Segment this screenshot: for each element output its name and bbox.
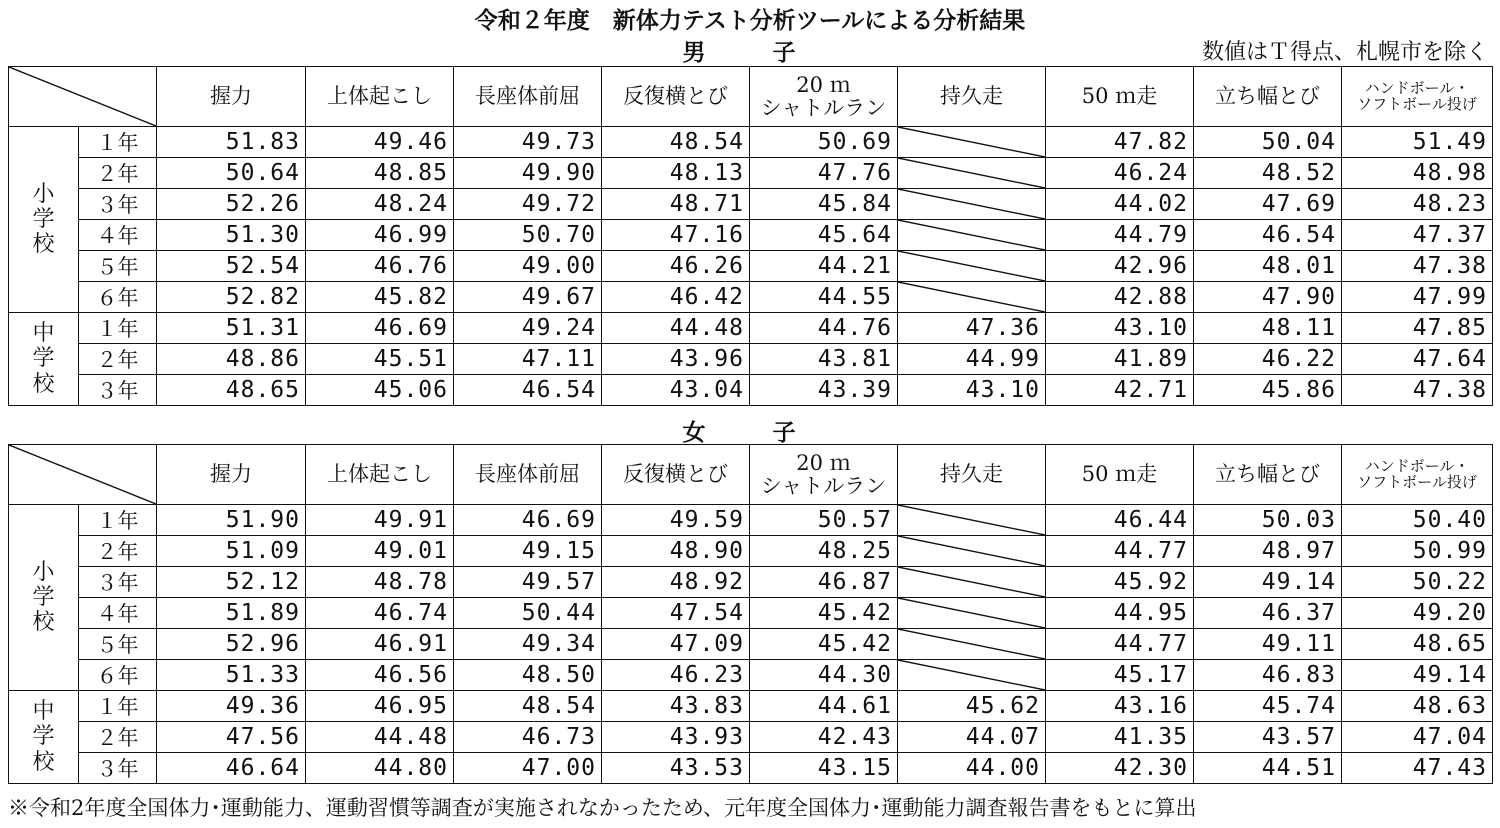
grade-cell: ４年	[79, 220, 157, 251]
score-cell: 44.77	[1046, 629, 1194, 660]
elementary-school-label	[9, 127, 79, 313]
table-row	[9, 375, 1493, 406]
grade-cell: ２年	[79, 344, 157, 375]
not-applicable-cell	[898, 629, 1046, 660]
score-cell: 44.51	[1194, 753, 1342, 784]
score-cell: 43.57	[1194, 722, 1342, 753]
header-sprint-50m-line-1: 50 ｍ走	[1081, 462, 1158, 487]
score-cell: 46.74	[306, 598, 454, 629]
header-sit-ups	[306, 67, 454, 127]
score-cell: 42.43	[750, 722, 898, 753]
score-cell: 48.97	[1194, 536, 1342, 567]
table-row	[9, 158, 1493, 189]
score-cell: 44.00	[898, 753, 1046, 784]
header-grip	[157, 445, 306, 505]
score-cell: 46.44	[1046, 505, 1194, 536]
score-note: 数値はＴ得点、札幌市を除く	[1201, 40, 1488, 65]
header-sprint-50m-line-1: 50 ｍ走	[1081, 84, 1158, 109]
not-applicable-cell	[898, 220, 1046, 251]
score-cell: 51.89	[157, 598, 306, 629]
elementary-school-label	[9, 505, 79, 691]
score-cell: 46.22	[1194, 344, 1342, 375]
score-cell: 42.88	[1046, 282, 1194, 313]
score-cell: 46.37	[1194, 598, 1342, 629]
not-applicable-diagonal	[898, 567, 1045, 597]
score-cell: 44.30	[750, 660, 898, 691]
header-sit-ups-line-1: 上体起こし	[327, 462, 432, 487]
not-applicable-diagonal	[898, 660, 1045, 690]
score-cell: 46.23	[602, 660, 750, 691]
score-cell: 44.80	[306, 753, 454, 784]
not-applicable-diagonal	[898, 251, 1045, 281]
score-cell: 43.81	[750, 344, 898, 375]
header-endurance-run-line-1: 持久走	[940, 84, 1003, 109]
score-cell: 48.78	[306, 567, 454, 598]
score-cell: 43.10	[898, 375, 1046, 406]
score-cell: 44.79	[1046, 220, 1194, 251]
score-cell: 44.55	[750, 282, 898, 313]
score-cell: 51.31	[157, 313, 306, 344]
score-cell: 44.02	[1046, 189, 1194, 220]
score-cell: 46.76	[306, 251, 454, 282]
not-applicable-cell	[898, 282, 1046, 313]
score-cell: 50.22	[1342, 567, 1493, 598]
score-cell: 50.70	[454, 220, 602, 251]
not-applicable-cell	[898, 505, 1046, 536]
header-standing-jump-line-1: 立ち幅とび	[1215, 84, 1320, 109]
not-applicable-cell	[898, 660, 1046, 691]
score-cell: 47.09	[602, 629, 750, 660]
header-ball-throw	[1342, 445, 1493, 505]
score-cell: 47.76	[750, 158, 898, 189]
score-cell: 50.69	[750, 127, 898, 158]
score-cell: 49.36	[157, 691, 306, 722]
score-cell: 52.82	[157, 282, 306, 313]
not-applicable-diagonal	[898, 505, 1045, 535]
score-cell: 47.69	[1194, 189, 1342, 220]
school-label-char: 校	[32, 749, 55, 775]
header-shuttle-run	[750, 445, 898, 505]
score-cell: 41.89	[1046, 344, 1194, 375]
score-cell: 47.85	[1342, 313, 1493, 344]
header-ball-throw-line-1: ハンドボール・	[1364, 78, 1470, 97]
score-cell: 51.83	[157, 127, 306, 158]
grade-cell: ２年	[79, 158, 157, 189]
score-cell: 43.83	[602, 691, 750, 722]
score-cell: 52.12	[157, 567, 306, 598]
boys-section-label: 男 子	[682, 40, 818, 66]
score-cell: 44.21	[750, 251, 898, 282]
score-cell: 42.96	[1046, 251, 1194, 282]
header-endurance-run	[898, 445, 1046, 505]
score-cell: 52.54	[157, 251, 306, 282]
table-row	[9, 127, 1493, 158]
score-cell: 49.67	[454, 282, 602, 313]
score-cell: 41.35	[1046, 722, 1194, 753]
score-cell: 43.96	[602, 344, 750, 375]
header-sit-ups-line-1: 上体起こし	[327, 84, 432, 109]
school-label-char: 学	[32, 346, 55, 372]
header-side-steps-line-1: 反復横とび	[623, 84, 728, 109]
score-cell: 46.91	[306, 629, 454, 660]
header-grip-line-1: 握力	[210, 84, 252, 109]
score-cell: 44.77	[1046, 536, 1194, 567]
table-row	[9, 536, 1493, 567]
score-cell: 47.00	[454, 753, 602, 784]
table-row	[9, 505, 1493, 536]
table-row	[9, 598, 1493, 629]
score-cell: 50.57	[750, 505, 898, 536]
score-cell: 48.01	[1194, 251, 1342, 282]
grade-cell: ５年	[79, 629, 157, 660]
score-cell: 48.90	[602, 536, 750, 567]
score-cell: 46.24	[1046, 158, 1194, 189]
score-cell: 43.16	[1046, 691, 1194, 722]
table-row	[9, 722, 1493, 753]
score-cell: 46.54	[454, 375, 602, 406]
score-cell: 45.92	[1046, 567, 1194, 598]
score-cell: 49.11	[1194, 629, 1342, 660]
not-applicable-cell	[898, 567, 1046, 598]
table-row	[9, 251, 1493, 282]
score-cell: 47.54	[602, 598, 750, 629]
not-applicable-diagonal	[898, 158, 1045, 188]
not-applicable-cell	[898, 598, 1046, 629]
score-cell: 48.54	[602, 127, 750, 158]
header-ball-throw-line-1: ハンドボール・	[1364, 456, 1470, 475]
corner-cell	[9, 67, 157, 127]
score-cell: 47.90	[1194, 282, 1342, 313]
school-label-char: 学	[32, 724, 55, 750]
grade-cell: ２年	[79, 722, 157, 753]
school-label-char: 中	[32, 321, 55, 347]
grade-cell: １年	[79, 313, 157, 344]
score-cell: 45.42	[750, 629, 898, 660]
score-cell: 43.15	[750, 753, 898, 784]
score-cell: 49.73	[454, 127, 602, 158]
header-row	[9, 445, 1493, 505]
score-cell: 45.17	[1046, 660, 1194, 691]
table-row	[9, 753, 1493, 784]
score-cell: 45.42	[750, 598, 898, 629]
girls-section-label: 女 子	[682, 420, 818, 446]
score-cell: 44.48	[306, 722, 454, 753]
score-cell: 43.39	[750, 375, 898, 406]
table-row	[9, 313, 1493, 344]
grade-cell: ３年	[79, 567, 157, 598]
table-row	[9, 660, 1493, 691]
not-applicable-cell	[898, 189, 1046, 220]
score-cell: 47.38	[1342, 375, 1493, 406]
corner-diagonal	[9, 445, 156, 504]
score-cell: 48.65	[157, 375, 306, 406]
table-row	[9, 282, 1493, 313]
grade-cell: ３年	[79, 189, 157, 220]
grade-cell: ６年	[79, 282, 157, 313]
score-cell: 43.93	[602, 722, 750, 753]
score-cell: 50.40	[1342, 505, 1493, 536]
header-sit-ups	[306, 445, 454, 505]
grade-cell: ３年	[79, 753, 157, 784]
score-cell: 48.25	[750, 536, 898, 567]
corner-diagonal	[9, 67, 156, 126]
not-applicable-diagonal	[898, 536, 1045, 566]
score-cell: 50.44	[454, 598, 602, 629]
girls-results-table	[8, 444, 1493, 784]
score-cell: 49.15	[454, 536, 602, 567]
school-label-char: 学	[32, 584, 55, 610]
score-cell: 44.99	[898, 344, 1046, 375]
header-row	[9, 67, 1493, 127]
score-cell: 47.99	[1342, 282, 1493, 313]
score-cell: 50.04	[1194, 127, 1342, 158]
score-cell: 48.98	[1342, 158, 1493, 189]
score-cell: 46.54	[1194, 220, 1342, 251]
header-standing-jump	[1194, 445, 1342, 505]
header-sprint-50m	[1046, 445, 1194, 505]
score-cell: 48.23	[1342, 189, 1493, 220]
score-cell: 47.38	[1342, 251, 1493, 282]
score-cell: 47.36	[898, 313, 1046, 344]
score-cell: 48.86	[157, 344, 306, 375]
score-cell: 47.04	[1342, 722, 1493, 753]
header-sitting-reach	[454, 67, 602, 127]
score-cell: 48.71	[602, 189, 750, 220]
score-cell: 45.84	[750, 189, 898, 220]
score-cell: 46.95	[306, 691, 454, 722]
score-cell: 49.72	[454, 189, 602, 220]
grade-cell: ３年	[79, 375, 157, 406]
not-applicable-diagonal	[898, 189, 1045, 219]
score-cell: 49.14	[1194, 567, 1342, 598]
school-label-char: 小	[32, 181, 55, 207]
header-ball-throw-line-2: ソフトボール投げ	[1357, 472, 1477, 491]
header-sitting-reach-line-1: 長座体前屈	[475, 84, 580, 109]
score-cell: 52.96	[157, 629, 306, 660]
boys-results-table	[8, 66, 1493, 406]
not-applicable-cell	[898, 536, 1046, 567]
header-side-steps-line-1: 反復横とび	[623, 462, 728, 487]
header-ball-throw-line-2: ソフトボール投げ	[1357, 94, 1477, 113]
score-cell: 43.04	[602, 375, 750, 406]
score-cell: 45.86	[1194, 375, 1342, 406]
grade-cell: １年	[79, 691, 157, 722]
score-cell: 49.00	[454, 251, 602, 282]
score-cell: 44.95	[1046, 598, 1194, 629]
school-label-char: 小	[32, 559, 55, 585]
score-cell: 46.64	[157, 753, 306, 784]
grade-cell: ５年	[79, 251, 157, 282]
grade-cell: １年	[79, 505, 157, 536]
score-cell: 46.56	[306, 660, 454, 691]
score-cell: 49.20	[1342, 598, 1493, 629]
header-side-steps	[602, 445, 750, 505]
table-row	[9, 344, 1493, 375]
score-cell: 49.57	[454, 567, 602, 598]
grade-cell: ６年	[79, 660, 157, 691]
not-applicable-diagonal	[898, 220, 1045, 250]
table-row	[9, 629, 1493, 660]
score-cell: 48.50	[454, 660, 602, 691]
score-cell: 48.13	[602, 158, 750, 189]
score-cell: 51.09	[157, 536, 306, 567]
header-sitting-reach-line-1: 長座体前屈	[475, 462, 580, 487]
school-label-char: 学	[32, 206, 55, 232]
score-cell: 50.64	[157, 158, 306, 189]
score-cell: 44.61	[750, 691, 898, 722]
score-cell: 49.01	[306, 536, 454, 567]
score-cell: 50.99	[1342, 536, 1493, 567]
score-cell: 47.43	[1342, 753, 1493, 784]
header-shuttle-run-line-2: シャトルラン	[760, 473, 887, 498]
score-cell: 49.90	[454, 158, 602, 189]
grade-cell: ２年	[79, 536, 157, 567]
header-ball-throw	[1342, 67, 1493, 127]
score-cell: 47.11	[454, 344, 602, 375]
school-label-char: 校	[32, 232, 55, 258]
header-sprint-50m	[1046, 67, 1194, 127]
score-cell: 51.49	[1342, 127, 1493, 158]
score-cell: 48.85	[306, 158, 454, 189]
score-cell: 46.83	[1194, 660, 1342, 691]
header-endurance-run-line-1: 持久走	[940, 462, 1003, 487]
header-endurance-run	[898, 67, 1046, 127]
score-cell: 49.59	[602, 505, 750, 536]
grade-cell: ４年	[79, 598, 157, 629]
score-cell: 51.33	[157, 660, 306, 691]
not-applicable-diagonal	[898, 282, 1045, 312]
header-shuttle-run-line-1: 20 ｍ	[796, 451, 851, 476]
score-cell: 50.03	[1194, 505, 1342, 536]
score-cell: 43.10	[1046, 313, 1194, 344]
header-side-steps	[602, 67, 750, 127]
table-row	[9, 220, 1493, 251]
table-row	[9, 691, 1493, 722]
header-grip-line-1: 握力	[210, 462, 252, 487]
header-standing-jump	[1194, 67, 1342, 127]
score-cell: 46.69	[454, 505, 602, 536]
not-applicable-cell	[898, 158, 1046, 189]
score-cell: 48.65	[1342, 629, 1493, 660]
score-cell: 44.07	[898, 722, 1046, 753]
table-row	[9, 189, 1493, 220]
score-cell: 49.91	[306, 505, 454, 536]
score-cell: 46.87	[750, 567, 898, 598]
score-cell: 49.34	[454, 629, 602, 660]
footnote: ※令和2年度全国体力･運動能力、運動習慣等調査が実施されなかったため、元年度全国体力･運動能力調査報告書をもとに算出	[8, 796, 1197, 820]
score-cell: 47.82	[1046, 127, 1194, 158]
score-cell: 49.14	[1342, 660, 1493, 691]
not-applicable-cell	[898, 127, 1046, 158]
score-cell: 44.76	[750, 313, 898, 344]
score-cell: 45.64	[750, 220, 898, 251]
score-cell: 51.90	[157, 505, 306, 536]
score-cell: 42.71	[1046, 375, 1194, 406]
junior-high-label	[9, 691, 79, 784]
score-cell: 48.54	[454, 691, 602, 722]
table-row	[9, 567, 1493, 598]
score-cell: 48.24	[306, 189, 454, 220]
header-sitting-reach	[454, 445, 602, 505]
header-grip	[157, 67, 306, 127]
grade-cell: １年	[79, 127, 157, 158]
corner-cell	[9, 445, 157, 505]
score-cell: 48.52	[1194, 158, 1342, 189]
score-cell: 52.26	[157, 189, 306, 220]
score-cell: 47.56	[157, 722, 306, 753]
score-cell: 45.51	[306, 344, 454, 375]
not-applicable-diagonal	[898, 127, 1045, 157]
score-cell: 48.92	[602, 567, 750, 598]
score-cell: 46.69	[306, 313, 454, 344]
header-shuttle-run-line-2: シャトルラン	[760, 95, 887, 120]
score-cell: 45.06	[306, 375, 454, 406]
score-cell: 44.48	[602, 313, 750, 344]
score-cell: 49.46	[306, 127, 454, 158]
not-applicable-diagonal	[898, 598, 1045, 628]
header-shuttle-run	[750, 67, 898, 127]
school-label-char: 校	[32, 371, 55, 397]
score-cell: 48.11	[1194, 313, 1342, 344]
score-cell: 49.24	[454, 313, 602, 344]
score-cell: 47.37	[1342, 220, 1493, 251]
not-applicable-diagonal	[898, 629, 1045, 659]
page-title: 令和２年度 新体力テスト分析ツールによる分析結果	[474, 8, 1026, 34]
school-label-char: 中	[32, 699, 55, 725]
score-cell: 47.64	[1342, 344, 1493, 375]
score-cell: 45.82	[306, 282, 454, 313]
score-cell: 48.63	[1342, 691, 1493, 722]
junior-high-label	[9, 313, 79, 406]
score-cell: 46.26	[602, 251, 750, 282]
score-cell: 42.30	[1046, 753, 1194, 784]
score-cell: 46.42	[602, 282, 750, 313]
school-label-char: 校	[32, 610, 55, 636]
header-shuttle-run-line-1: 20 ｍ	[796, 73, 851, 98]
not-applicable-cell	[898, 251, 1046, 282]
score-cell: 47.16	[602, 220, 750, 251]
score-cell: 46.73	[454, 722, 602, 753]
score-cell: 45.62	[898, 691, 1046, 722]
score-cell: 51.30	[157, 220, 306, 251]
score-cell: 45.74	[1194, 691, 1342, 722]
score-cell: 46.99	[306, 220, 454, 251]
header-standing-jump-line-1: 立ち幅とび	[1215, 462, 1320, 487]
score-cell: 43.53	[602, 753, 750, 784]
